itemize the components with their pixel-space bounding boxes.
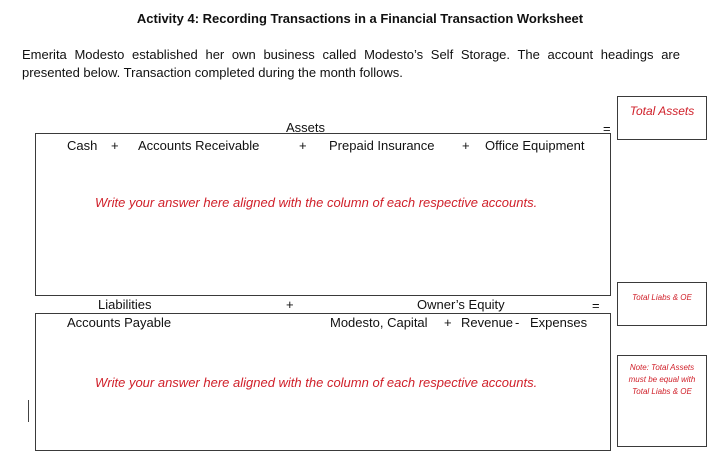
plus-sign: + [444, 315, 452, 330]
assets-answer-box[interactable] [35, 133, 611, 296]
total-liabs-oe-label: Total Liabs & OE [632, 293, 692, 302]
accounts-payable-header: Accounts Payable [67, 315, 172, 330]
liabilities-equals-sign: = [592, 298, 600, 313]
liabilities-heading: Liabilities [98, 297, 152, 312]
revenue-header: Revenue [461, 315, 514, 330]
assets-heading: Assets [286, 120, 326, 135]
minus-sign: - [515, 315, 520, 330]
liabilities-instruction: Write your answer here aligned with the column of each respective accounts. [95, 375, 538, 390]
plus-sign: + [462, 138, 470, 153]
owners-equity-heading: Owner’s Equity [417, 297, 505, 312]
assets-instruction: Write your answer here aligned with the column of each respective accounts. [95, 195, 538, 210]
plus-sign: + [299, 138, 307, 153]
modesto-capital-header: Modesto, Capital [330, 315, 428, 330]
intro-paragraph: Emerita Modesto established her own business called Modesto’s Self Storage. The account headings are presented below. Transaction completed during the month follows. [22, 47, 680, 80]
note-text: Note: Total Assets must be equal with Total Liabs & OE [628, 363, 696, 396]
accounts-receivable-header: Accounts Receivable [138, 138, 260, 153]
page-title: Activity 4: Recording Transactions in a Financial Transaction Worksheet [136, 11, 584, 26]
office-equipment-header: Office Equipment [485, 138, 585, 153]
total-liabs-oe-box[interactable] [617, 282, 707, 326]
cash-header: Cash [67, 138, 98, 153]
assets-equals-sign: = [603, 121, 611, 136]
text-cursor [28, 400, 29, 422]
plus-sign: + [111, 138, 119, 153]
total-assets-label: Total Assets [629, 104, 695, 118]
plus-sign: + [286, 297, 294, 312]
expenses-header: Expenses [530, 315, 588, 330]
total-assets-box[interactable] [617, 96, 707, 140]
prepaid-insurance-header: Prepaid Insurance [329, 138, 435, 153]
